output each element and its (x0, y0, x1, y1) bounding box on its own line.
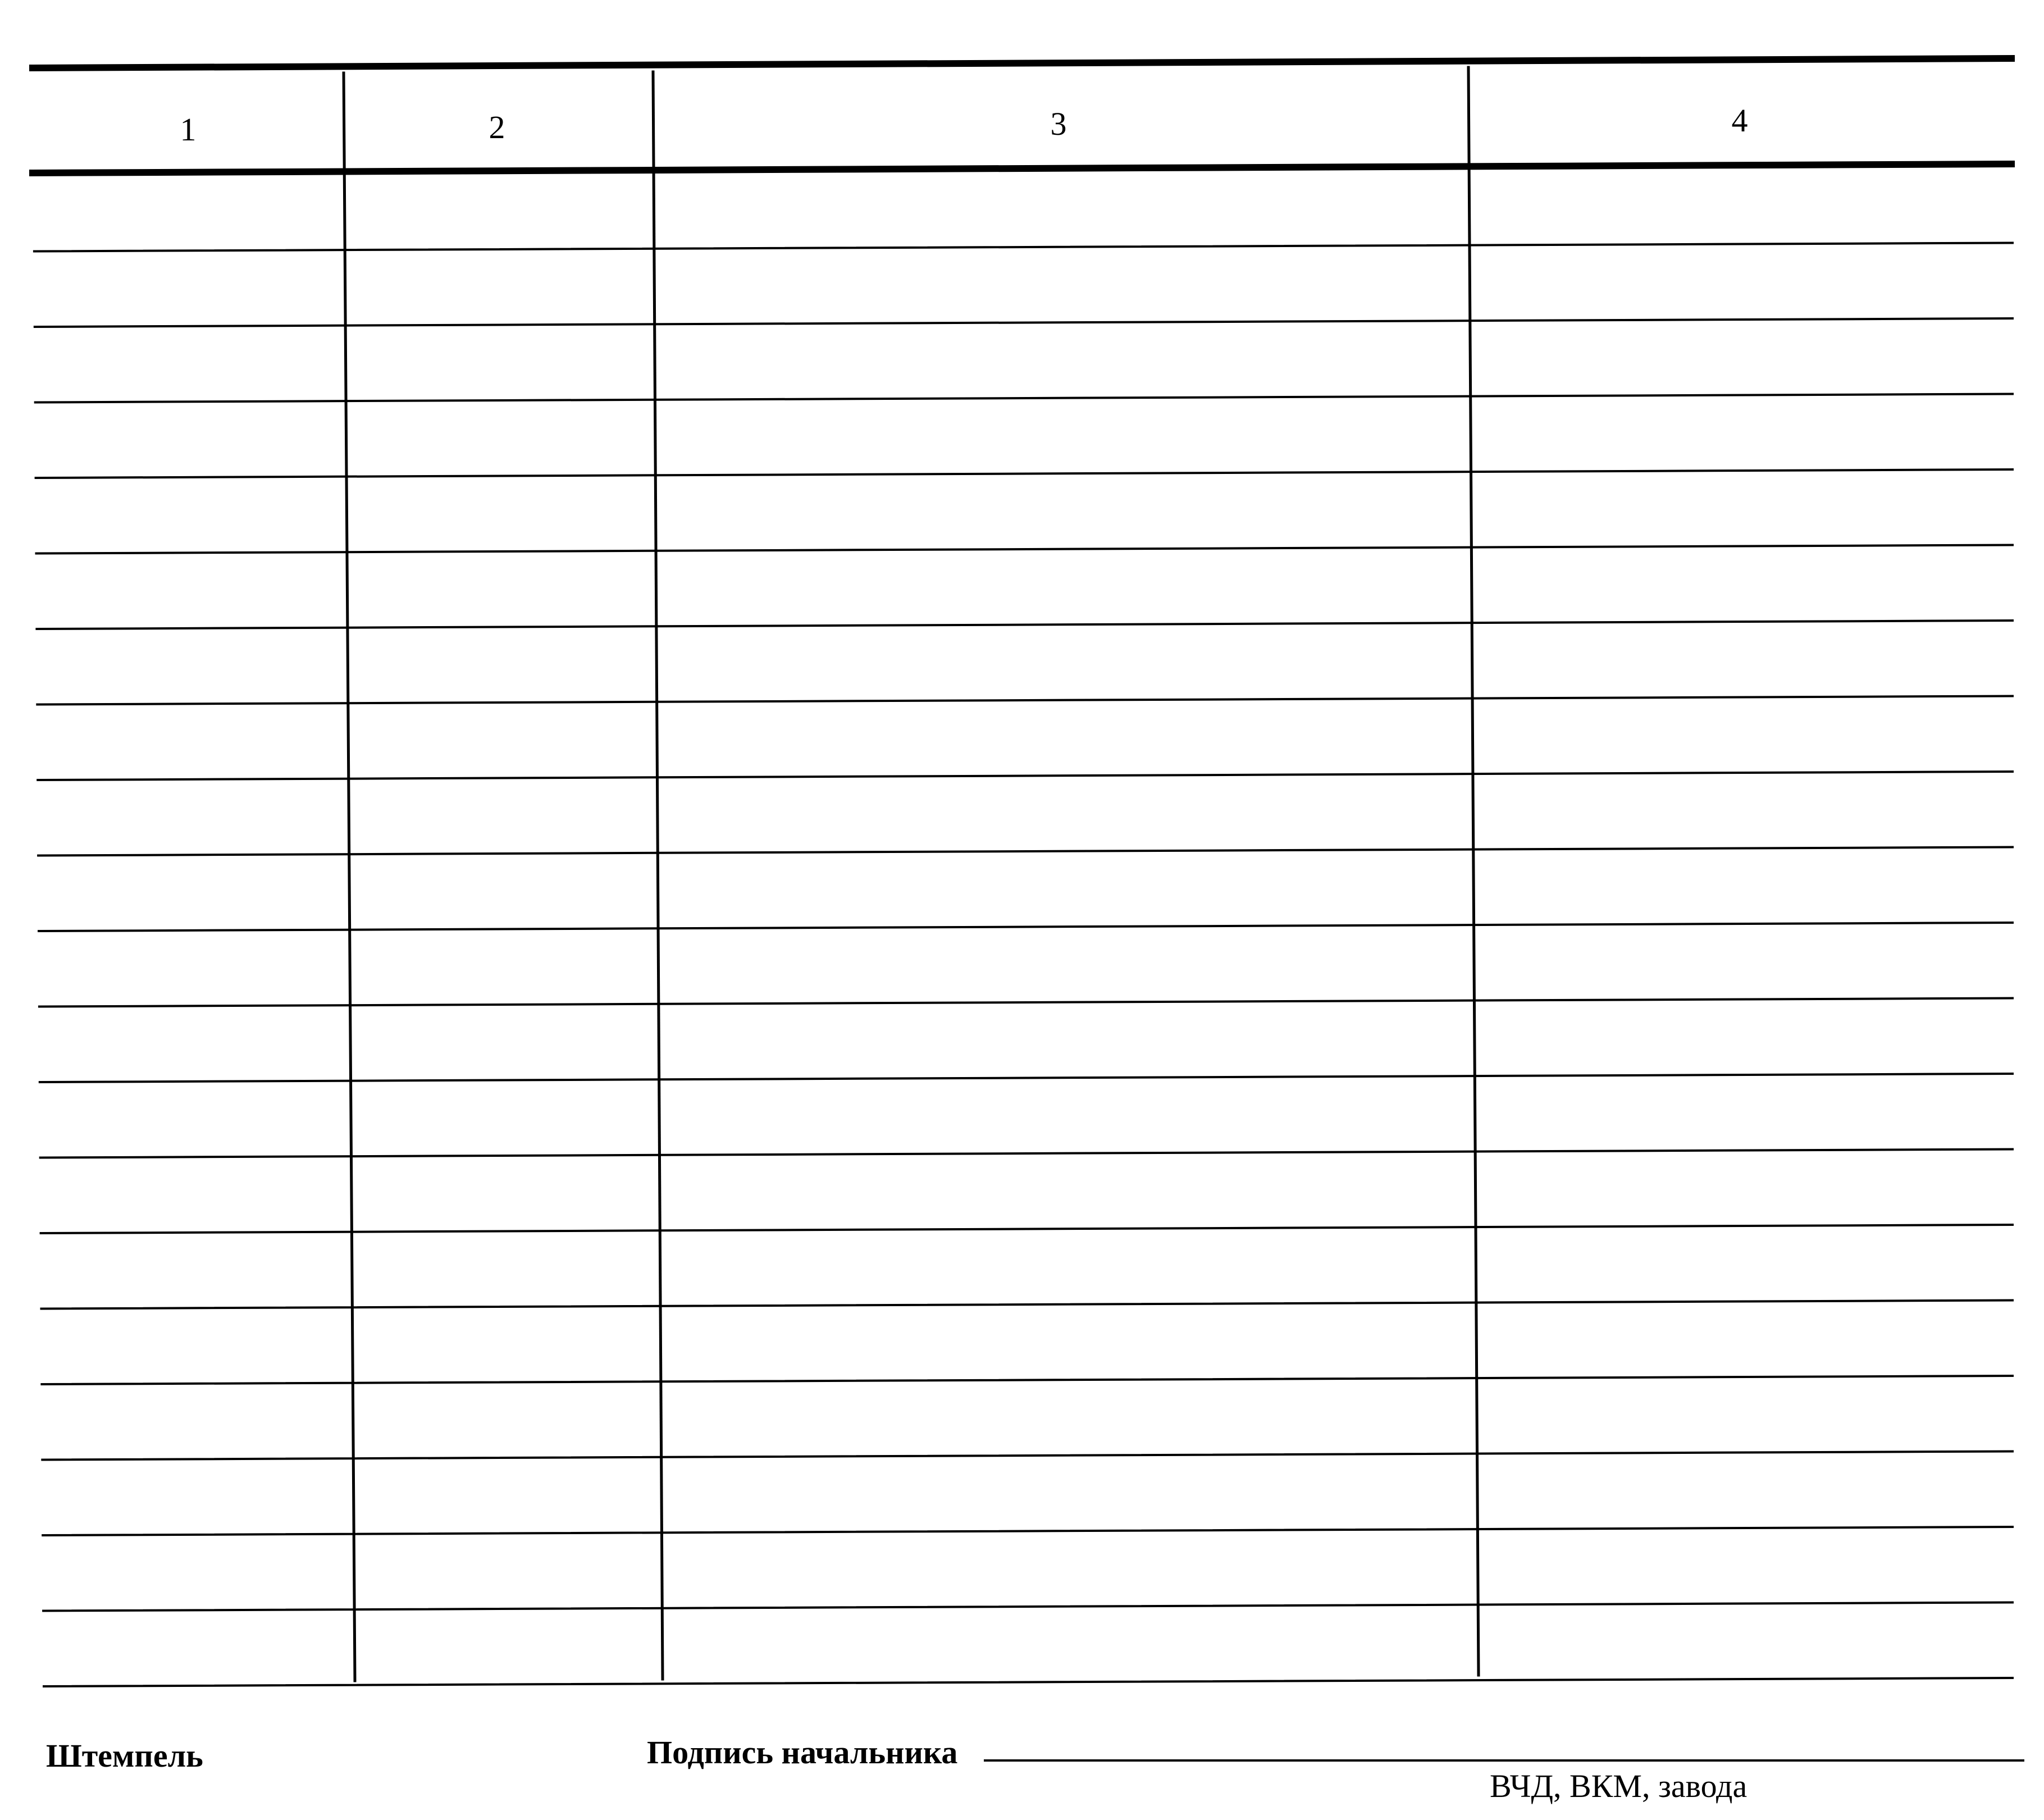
table-top-rule (33, 58, 2011, 68)
column-divider (653, 72, 663, 1679)
table-row-line (37, 696, 2013, 705)
table-row-line (43, 1527, 2013, 1535)
table-row-line (35, 394, 2013, 403)
table-row-line (42, 1376, 2013, 1384)
table-row-line (36, 469, 2013, 478)
header-bottom-rule (33, 164, 2011, 173)
table-row-line (44, 1678, 2013, 1686)
table-row-line (42, 1452, 2013, 1460)
table-row-line (40, 1074, 2013, 1082)
table-row-line (38, 847, 2013, 856)
table-row-line (40, 1150, 2013, 1158)
table-row-line (34, 243, 2013, 252)
table-row-line (35, 318, 2013, 327)
column-divider (344, 73, 355, 1681)
table-row-line (36, 621, 2013, 629)
table-row-line (41, 1225, 2013, 1233)
table-row-line (36, 545, 2013, 554)
signature-line[interactable] (984, 1759, 2024, 1762)
column-header-4: 4 (1731, 102, 1748, 139)
table-row-line (42, 1301, 2013, 1309)
stamp-label: Штемпель (46, 1737, 203, 1774)
table-row-line (38, 772, 2013, 780)
column-header-1: 1 (180, 111, 197, 148)
table-row-line (43, 1603, 2013, 1611)
signature-sublabel: ВЧД, ВКМ, завода (1490, 1768, 1748, 1804)
signature-label: Подпись начальника (647, 1734, 958, 1771)
table-row-line (39, 998, 2013, 1007)
table-row-line (39, 923, 2013, 931)
column-divider (1468, 67, 1479, 1675)
column-header-3: 3 (1050, 106, 1067, 142)
column-header-2: 2 (489, 109, 505, 145)
